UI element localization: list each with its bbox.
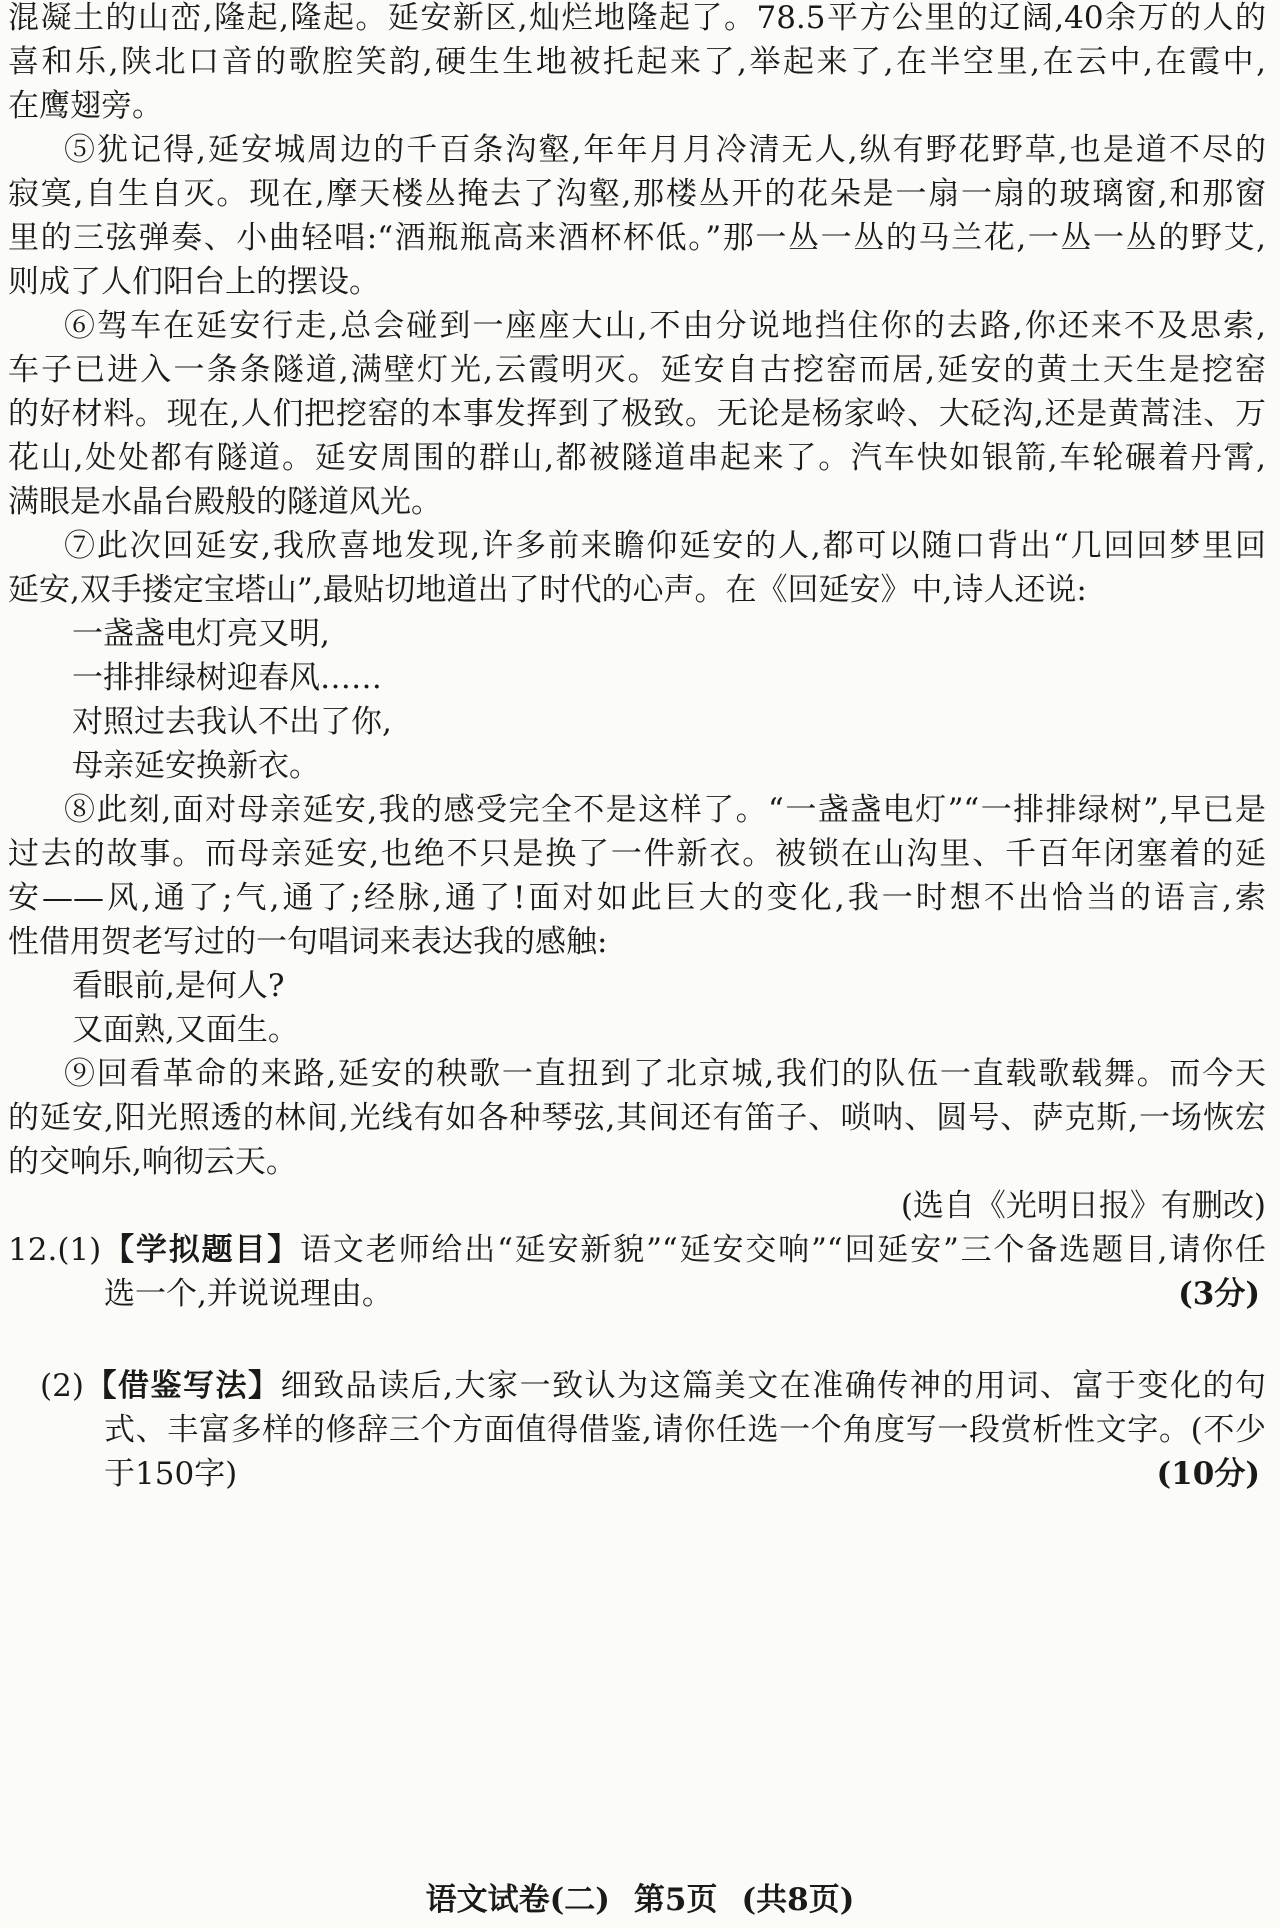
source-citation: (选自《光明日报》有删改) bbox=[900, 1188, 1266, 1224]
paragraph-6-line-3: 的好材料。现在,人们把挖窑的本事发挥到了极致。无论是杨家岭、大砭沟,还是黄蒿洼、万 bbox=[8, 396, 1266, 432]
paragraph-8-line-4: 性借用贺老写过的一句唱词来表达我的感触: bbox=[8, 924, 608, 960]
question-number: 12. bbox=[8, 1232, 58, 1268]
paragraph-5-line-2: 寂寞,自生自灭。现在,摩天楼丛掩去了沟壑,那楼丛开的花朵是一扇一扇的玻璃窗,和那窗 bbox=[8, 176, 1266, 212]
poem-line-2: 一排排绿树迎春风…… bbox=[72, 660, 382, 696]
question-12-part-2-line-2: 式、丰富多样的修辞三个方面值得借鉴,请你任选一个角度写一段赏析性文字。(不少 bbox=[104, 1412, 1266, 1448]
paragraph-6-line-5: 满眼是水晶台殿般的隧道风光。 bbox=[8, 484, 442, 520]
part-1-prompt: 语文老师给出“延安新貌”“延安交响”“回延安”三个备选题目,请你任 bbox=[300, 1232, 1267, 1268]
paragraph-6-line-2: 车子已进入一条条隧道,满壁灯光,云霞明灭。延安自古挖窑而居,延安的黄土天生是挖窑 bbox=[8, 352, 1266, 388]
paragraph-9-line-1: ⑨回看革命的来路,延安的秧歌一直扭到了北京城,我们的队伍一直载歌载舞。而今天 bbox=[64, 1056, 1266, 1092]
question-12-part-2-line-1 bbox=[40, 1368, 1266, 1404]
paragraph-9-line-2: 的延安,阳光照透的林间,光线有如各种琴弦,其间还有笛子、唢呐、圆号、萨克斯,一场恢宏 bbox=[8, 1100, 1266, 1136]
poem-line-3: 对照过去我认不出了你, bbox=[72, 704, 392, 740]
paper-title: 语文试卷(二) bbox=[425, 1882, 610, 1918]
part-1-score: (3分) bbox=[1178, 1276, 1260, 1312]
paragraph-4-line-1: 混凝土的山峦,隆起,隆起。延安新区,灿烂地隆起了。78.5平方公里的辽阔,40余万的人的 bbox=[8, 0, 1266, 36]
part-2-index: (2) bbox=[40, 1368, 84, 1404]
paragraph-5-line-4: 则成了人们阳台上的摆设。 bbox=[8, 264, 380, 300]
page-number: 第5页 bbox=[633, 1882, 718, 1918]
paragraph-4-line-2: 喜和乐,陕北口音的歌腔笑韵,硬生生地被托起来了,举起来了,在半空里,在云中,在霞中, bbox=[8, 44, 1266, 80]
page-total: (共8页) bbox=[741, 1882, 855, 1918]
paragraph-4-line-3: 在鹰翅旁。 bbox=[8, 88, 163, 124]
question-12-part-1-line-2 bbox=[104, 1276, 1266, 1312]
paragraph-7-line-2: 延安,双手搂定宝塔山”,最贴切地道出了时代的心声。在《回延安》中,诗人还说: bbox=[8, 572, 1087, 608]
page-footer bbox=[0, 1882, 1280, 1918]
part-1-prompt-cont: 选一个,并说说理由。 bbox=[104, 1276, 393, 1312]
poem-line-1: 一盏盏电灯亮又明, bbox=[72, 616, 330, 652]
paragraph-6-line-1: ⑥驾车在延安行走,总会碰到一座座大山,不由分说地挡住你的去路,你还来不及思索, bbox=[64, 308, 1266, 344]
paragraph-8-line-1: ⑧此刻,面对母亲延安,我的感受完全不是这样了。“一盏盏电灯”“一排排绿树”,早已是 bbox=[64, 792, 1266, 828]
part-2-score: (10分) bbox=[1156, 1456, 1260, 1492]
paragraph-8-line-2: 过去的故事。而母亲延安,也绝不只是换了一件新衣。被锁在山沟里、千百年闭塞着的延 bbox=[8, 836, 1266, 872]
part-1-label: 【学拟题目】 bbox=[101, 1232, 301, 1268]
paragraph-8-line-3: 安——风,通了;气,通了;经脉,通了!面对如此巨大的变化,我一时想不出恰当的语言,索 bbox=[8, 880, 1266, 916]
lyric-line-2: 又面熟,又面生。 bbox=[72, 1012, 299, 1048]
paragraph-5-line-1: ⑤犹记得,延安城周边的千百条沟壑,年年月月冷清无人,纵有野花野草,也是道不尽的 bbox=[64, 132, 1266, 168]
paragraph-7-line-1: ⑦此次回延安,我欣喜地发现,许多前来瞻仰延安的人,都可以随口背出“几回回梦里回 bbox=[64, 528, 1266, 564]
question-12-part-1-line-1 bbox=[8, 1232, 1266, 1268]
part-1-index: (1) bbox=[57, 1232, 102, 1268]
part-2-label: 【借鉴写法】 bbox=[83, 1368, 281, 1404]
poem-line-4: 母亲延安换新衣。 bbox=[72, 748, 320, 784]
paragraph-5-line-3: 里的三弦弹奏、小曲轻唱:“酒瓶瓶高来酒杯杯低。”那一丛一丛的马兰花,一丛一丛的野艾, bbox=[8, 220, 1266, 256]
question-12-part-2-line-3: 于150字) bbox=[104, 1456, 238, 1492]
paragraph-6-line-4: 花山,处处都有隧道。延安周围的群山,都被隧道串起来了。汽车快如银箭,车轮碾着丹霄, bbox=[8, 440, 1266, 476]
lyric-line-1: 看眼前,是何人? bbox=[72, 968, 285, 1004]
paragraph-9-line-3: 的交响乐,响彻云天。 bbox=[8, 1144, 297, 1180]
part-2-prompt: 细致品读后,大家一致认为这篇美文在准确传神的用词、富于变化的句 bbox=[280, 1368, 1266, 1404]
